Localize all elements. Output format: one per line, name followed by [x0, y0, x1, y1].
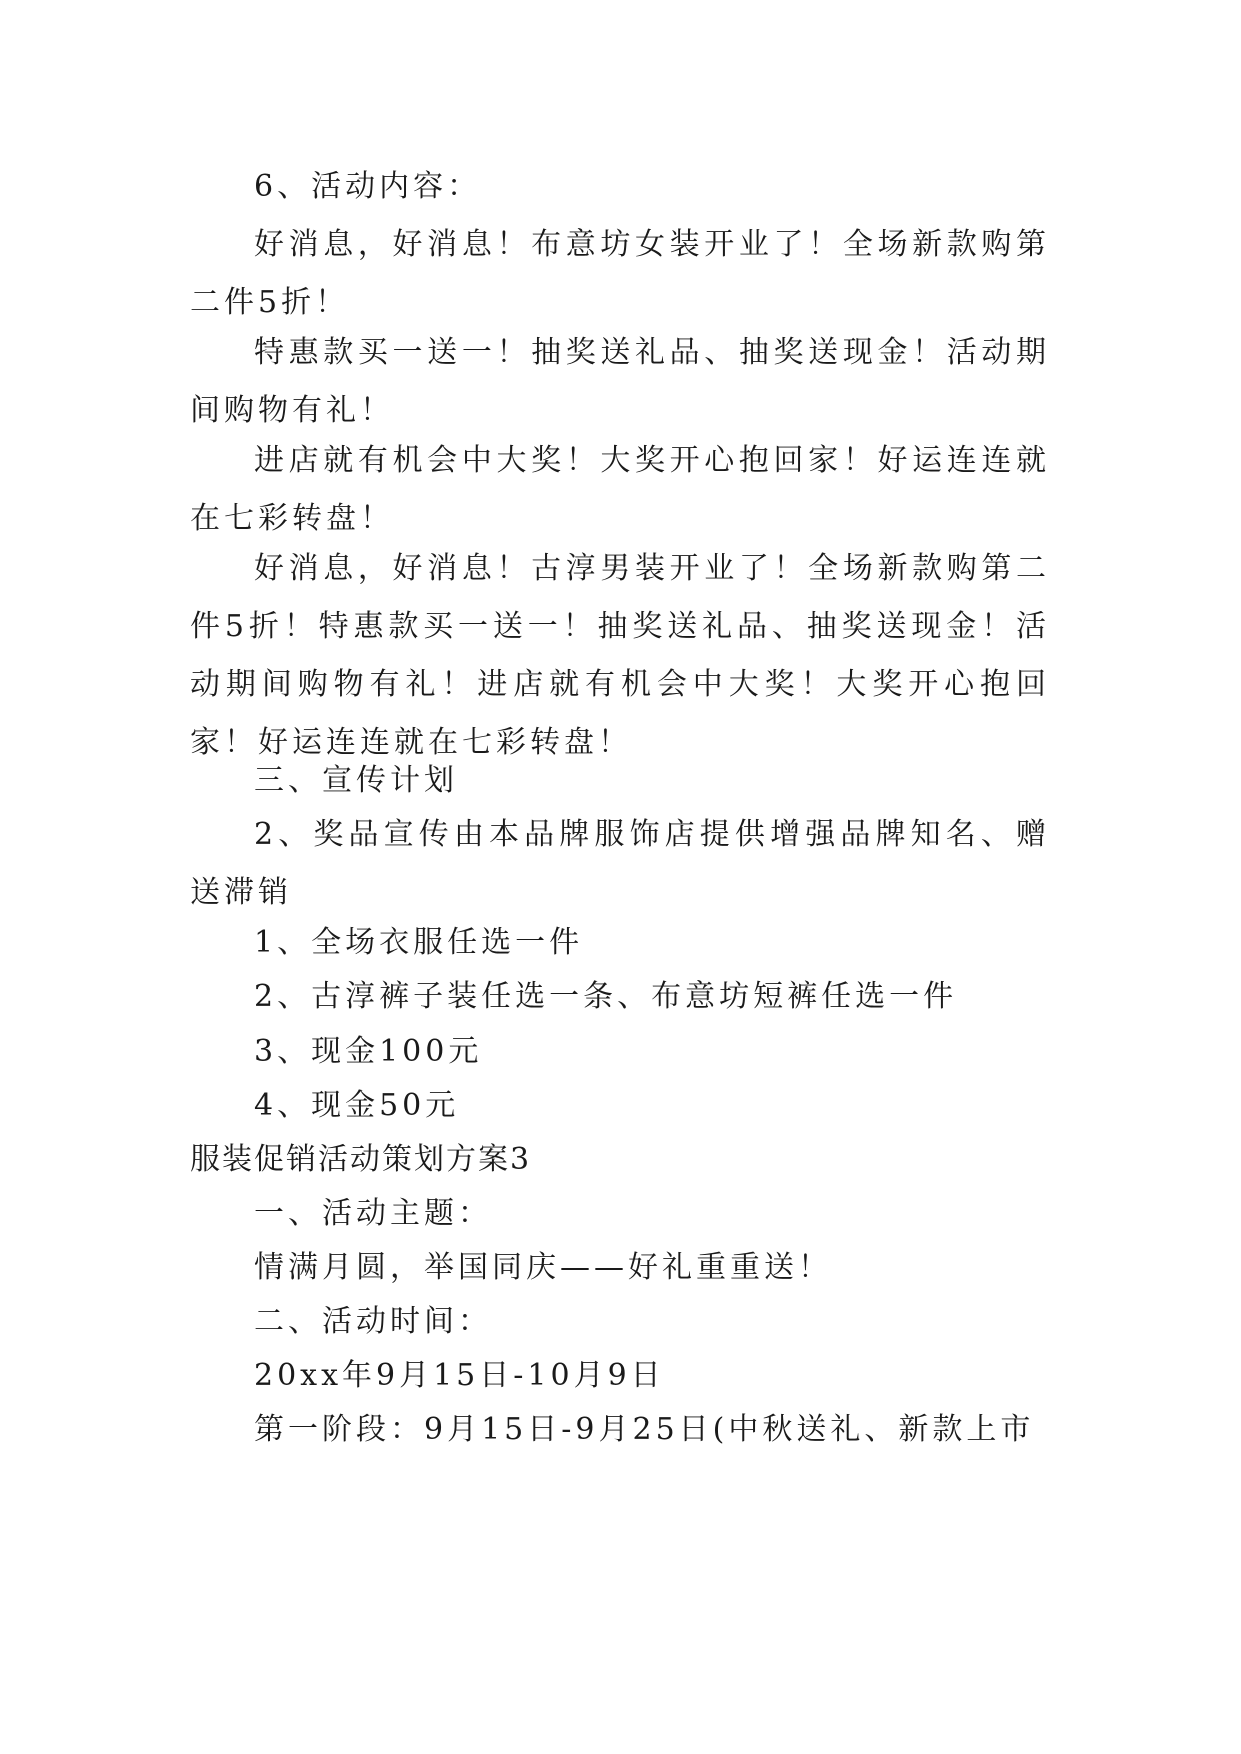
- section-title: 服装促销活动策划方案3: [190, 1142, 532, 1177]
- list-item-prize-3: 3、现金100元: [254, 1034, 483, 1069]
- paragraph-prize-promotion: 2、奖品宣传由本品牌服饰店提供增强品牌知名、赠送滞销: [190, 817, 1050, 910]
- paragraph-lucky-draw: 进店就有机会中大奖！大奖开心抱回家！好运连连就在七彩转盘！: [190, 443, 1050, 536]
- paragraph-women-store-opening: 好消息，好消息！布意坊女装开业了！全场新款购第二件5折！: [190, 227, 1050, 320]
- paragraph-activity-theme-heading: 一、活动主题：: [254, 1196, 492, 1231]
- list-item-prize-4: 4、现金50元: [254, 1088, 460, 1123]
- list-item-prize-2: 2、古淳裤子装任选一条、布意坊短裤任选一件: [254, 979, 958, 1014]
- paragraph-special-offer: 特惠款买一送一！抽奖送礼品、抽奖送现金！活动期间购物有礼！: [190, 335, 1050, 428]
- paragraph-promotion-plan-heading: 三、宣传计划: [254, 763, 458, 798]
- paragraph-activity-dates: 20xx年9月15日-10月9日: [254, 1358, 665, 1393]
- list-item-prize-1: 1、全场衣服任选一件: [254, 925, 584, 960]
- paragraph-first-stage: 第一阶段：9月15日-9月25日(中秋送礼、新款上市: [254, 1412, 1035, 1447]
- paragraph-activity-time-heading: 二、活动时间：: [254, 1304, 492, 1339]
- paragraph-activity-theme: 情满月圆，举国同庆——好礼重重送！: [254, 1250, 832, 1285]
- paragraph-men-store-opening: 好消息，好消息！古淳男装开业了！全场新款购第二件5折！特惠款买一送一！抽奖送礼品、抽奖送现金！活动期间购物有礼！进店就有机会中大奖！大奖开心抱回家！好运连连就在七彩转盘！: [190, 551, 1050, 760]
- paragraph-activity-content-heading: 6、活动内容：: [254, 169, 482, 204]
